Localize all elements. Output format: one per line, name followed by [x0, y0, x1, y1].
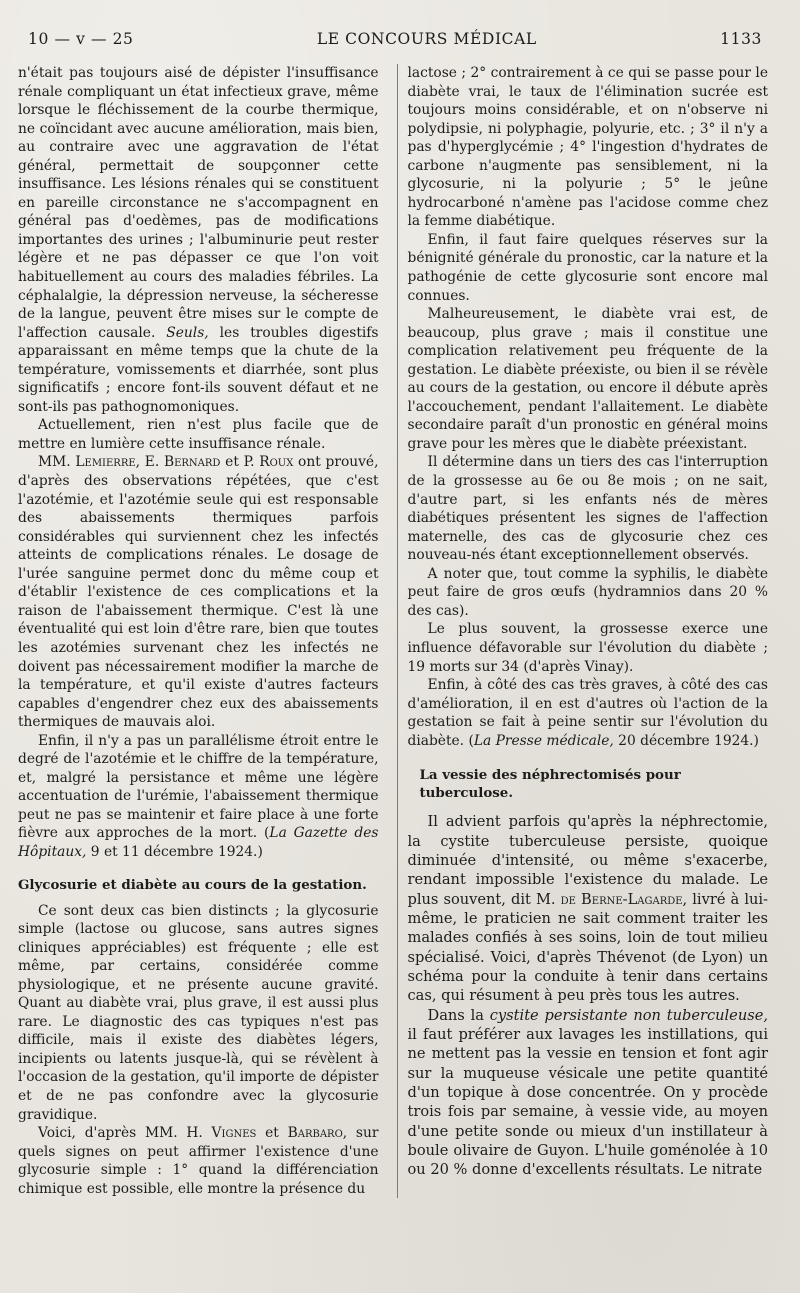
emphasis: cystite persistante non tuberculeuse,: [489, 1006, 768, 1024]
section-heading: Glycosurie et diabète au cours de la gestation.: [18, 876, 367, 893]
paragraph: Enfin, à côté des cas très graves, à côté des cas d'amélioration, il en est d'autres où l'action de la gestation se fait à peine sentir sur l'évolution du diabète. (La Presse médicale, 20 décembre 1924.): [407, 677, 768, 749]
author-name: Barbaro: [287, 1125, 343, 1142]
paragraph: Malheureusement, le diabète vrai est, de beaucoup, plus grave ; mais il constitue une complication relativement peu fréquente de la gestation. Le diabète préexiste, ou bien il se révèle au cours de la gestation, ou encore il débute après l'accouchement, pendant l'allaitement. Le diabète secondaire paraît d'un pronostic en général moins grave pour les mères que le diabète préexistant.: [407, 306, 768, 452]
paragraph: Enfin, il n'y a pas un parallélisme étroit entre le degré de l'azotémie et le chiffre de la température, et, malgré la persistance et même une légère accentuation de l'urémie, l'abaissement thermique peut ne pas se maintenir et faire place à une forte fièvre aux approches de la mort. (La Gazette des Hôpitaux, 9 et 11 décembre 1924.): [18, 732, 379, 860]
paragraph: Il détermine dans un tiers des cas l'interruption de la grossesse au 6e ou 8e mois ; on ne sait, d'autre part, si les enfants nés de mères diabétiques présentent les signes de l'affection maternelle, des cas de glycosurie chez ces nouveau-nés étant exceptionnellement observés.: [407, 454, 768, 564]
author-name: Roux: [259, 454, 294, 471]
citation: La Gazette des Hôpitaux,: [18, 825, 379, 860]
paragraph: A noter que, tout comme la syphilis, le diabète peut faire de gros œufs (hydramnios dans 20 % des cas).: [407, 565, 768, 619]
paragraph: Il advient parfois qu'après la néphrectomie, la cystite tuberculeuse persiste, quoique diminuée d'intensité, ou même s'exacerbe, rendant impossible l'existence du malade. Le plus souvent, dit M. de Berne-Lagarde, livré à lui-même, le praticien ne sait comment traiter les malades confiés à ses soins, loin de tout milieu spécialisé. Voici, d'après Thévenot (de Lyon) un schéma pour la conduite à tenir dans certains cas, qui résument à peu près tous les autres.: [407, 813, 768, 1005]
paragraph: n'était pas toujours aisé de dépister l'insuffisance rénale compliquant un état infectieux grave, même lorsque le fléchissement de la courbe thermique, ne coïncidant avec aucune amélioration, mais bien, au contraire avec une aggravation de l'état général, permettait de soupçonner cette insuffisance. Les lésions rénales qui se constituent en pareille circonstance ne s'accompagnent en général pas d'oedèmes, pas de modifications importantes des urines ; l'albuminurie peut rester légère et ne pas dépasser ce que l'on voit habituellement au cours des maladies fébriles. La céphalalgie, la dépression nerveuse, la sécheresse de la langue, peuvent être mises sur le compte de l'affection causale. Seuls, les troubles digestifs apparaissant en même temps que la chute de la température, vomissements et diarrhée, sont plus significatifs ; encore font-ils souvent défaut et ne sont-ils pas pathognomoniques.: [18, 65, 379, 415]
running-header: [18, 30, 768, 54]
section-heading: La vessie des néphrectomisés pour tuberculose.: [419, 767, 681, 802]
header-page-number: 1133: [720, 30, 762, 48]
article-body: [408, 812, 769, 1180]
paragraph: Le plus souvent, la grossesse exerce une influence défavorable sur l'évolution du diabète ; 19 morts sur 34 (d'après Vinay).: [407, 621, 768, 675]
paragraph: Actuellement, rien n'est plus facile que de mettre en lumière cette insuffisance rénale.: [18, 417, 379, 452]
header-date: 10 — v — 25: [28, 30, 134, 48]
paragraph: Enfin, il faut faire quelques réserves sur la bénignité générale du pronostic, car la nature et la pathogénie de cette glycosurie sont encore mal connues.: [407, 231, 768, 304]
author-name: Bernard: [163, 454, 221, 471]
paragraph: MM. Lemierre, E. Bernard et P. Roux ont prouvé, d'après des observations répétées, que c'est l'azotémie, et l'azotémie seule qui est responsable des abaissements thermiques parfois considérables qui surviennent chez les infectés atteints de complications rénales. Le dosage de l'urée sanguine permet donc du même coup et d'établir l'existence de ces complications et la raison de l'abaissement thermique. C'est là une éventualité qui est loin d'être rare, bien que toutes les azotémies survenant chez les infectés ne doivent pas nécessairement modifier la marche de la température, et qu'il existe d'autres facteurs capables d'engendrer chez eux des abaissements thermiques de mauvais aloi.: [18, 454, 379, 731]
paragraph: Ce sont deux cas bien distincts ; la glycosurie simple (lactose ou glucose, sans autres signes cliniques appréciables) est fréquente ; elle est même, par certains, considérée comme physiologique, et ne présente aucune gravité. Quant au diabète vrai, plus grave, il est aussi plus rare. Le diagnostic des cas typiques n'est pas difficile, mais il existe des diabètes légers, incipients ou latents jusque-là, qui se révèlent à l'occasion de la gestation, qu'il importe de dépister et de ne pas confondre avec la glycosurie gravidique.: [18, 902, 379, 1123]
paragraph: Voici, d'après MM. H. Vignes et Barbaro, sur quels signes on peut affirmer l'existence d'une glycosurie simple : 1° quand la différenciation chimique est possible, elle montre la présence du: [18, 1125, 379, 1197]
text-columns: [18, 64, 768, 1198]
paragraph: lactose ; 2° contrairement à ce qui se passe pour le diabète vrai, le taux de l'élimination sucrée est toujours moins considérable, et on n'observe ni polydipsie, ni polyphagie, polyurie, etc. ; 3° il n'y a pas d'hyperglycémie ; 4° l'ingestion d'hydrates de carbone n'augmente pas sensiblement, ni la glycosurie, ni la polyurie ; 5° le jeûne hydrocarboné n'amène pas l'acidose comme chez la femme diabétique.: [407, 65, 768, 230]
author-name: de Berne-Lagarde: [560, 890, 683, 908]
left-column: [18, 64, 379, 1198]
citation: La Presse médicale,: [473, 732, 614, 749]
author-name: Vignes: [211, 1125, 257, 1142]
right-column: [397, 64, 769, 1198]
paragraph: Dans la cystite persistante non tuberculeuse, il faut préférer aux lavages les instillations, qui ne mettent pas la vessie en tension et font agir sur la muqueuse vésicale une petite quantité d'un topique à dose concentrée. On y procède trois fois par semaine, à vessie vide, au moyen d'une petite sonde ou mieux d'un instillateur à boule olivaire de Guyon. L'huile goménolée à 10 ou 20 % donne d'excellents résultats. Le nitrate: [407, 1006, 768, 1179]
author-name: Lemierre: [75, 454, 136, 471]
header-journal-title: LE CONCOURS MÉDICAL: [316, 30, 537, 48]
